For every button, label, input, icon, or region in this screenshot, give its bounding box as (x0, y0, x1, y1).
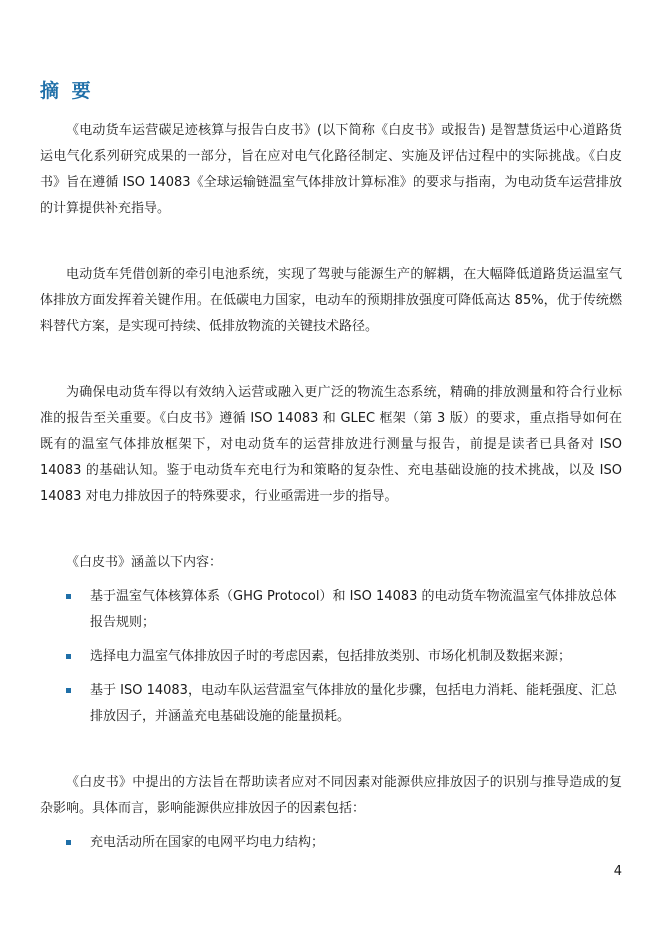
measurement-paragraph: 为确保电动货车得以有效纳入运营或融入更广泛的物流生态系统，精确的排放测量和符合行业标准的报告至关重要。《白皮书》遵循 ISO 14083 和 GLEC 框架（第 3 版）的要求，重点指导如何在既有的温室气体排放框架下，对电动货车的运营排放进行测量与报告，前提是读者已具备对 ISO 14083 的基础认知。鉴于电动货车充电行为和策略的复杂性、充电基础设施的技术挑战，以及 ISO 14083 对电力排放因子的特殊要求，行业亟需进一步的指导。 (40, 385, 622, 504)
square-bullet-icon (66, 688, 71, 693)
factors-intro-paragraph: 《白皮书》中提出的方法旨在帮助读者应对不同因素对能源供应排放因子的识别与推导造成的复杂影响。具体而言，影响能源供应排放因子的因素包括： (40, 775, 622, 816)
list-item (40, 584, 622, 636)
list-item-text: 充电活动所在国家的电网平均电力结构； (90, 835, 325, 850)
list-item-text: 选择电力温室气体排放因子时的考虑因素，包括排放类别、市场化机制及数据来源； (90, 649, 572, 664)
intro-paragraph: 《电动货车运营碳足迹核算与报告白皮书》(以下简称《白皮书》或报告) 是智慧货运中心道路货运电气化系列研究成果的一部分，旨在应对电气化路径制定、实施及评估过程中的实际挑战。《白皮书》旨在遵循 ISO 14083《全球运输链温室气体排放计算标准》的要求与指南，为电动货车运营排放的计算提供补充指导。 (40, 123, 622, 216)
square-bullet-icon (66, 594, 71, 599)
list-item (40, 830, 622, 856)
benefits-paragraph: 电动货车凭借创新的牵引电池系统，实现了驾驶与能源生产的解耦，在大幅降低道路货运温室气体排放方面发挥着关键作用。在低碳电力国家，电动车的预期排放强度可降低高达 85%，优于传统燃料替代方案，是实现可持续、低排放物流的关键技术路径。 (40, 267, 622, 334)
page-number: 4 (613, 864, 622, 879)
coverage-intro-paragraph: 《白皮书》涵盖以下内容： (66, 555, 223, 570)
factors-list (40, 830, 622, 864)
list-item-text: 基于温室气体核算体系（GHG Protocol）和 ISO 14083 的电动货车物流温室气体排放总体报告规则； (90, 589, 617, 630)
square-bullet-icon (66, 654, 71, 659)
square-bullet-icon (66, 840, 71, 845)
coverage-list (40, 584, 622, 738)
list-item (40, 678, 622, 730)
list-item-text: 基于 ISO 14083，电动车队运营温室气体排放的量化步骤，包括电力消耗、能耗强度、汇总排放因子，并涵盖充电基础设施的能量损耗。 (90, 683, 617, 724)
section-title: 摘 要 (40, 80, 94, 102)
list-item (40, 644, 622, 670)
